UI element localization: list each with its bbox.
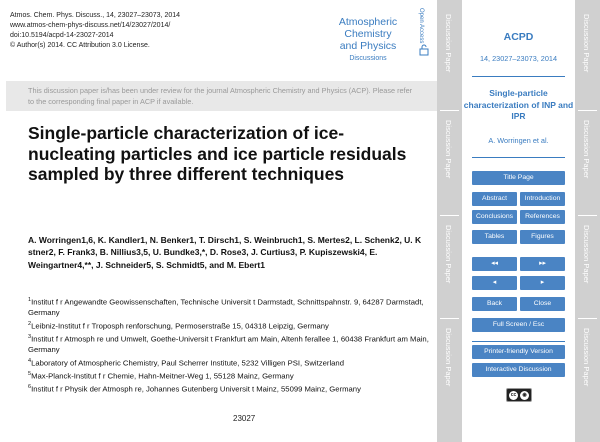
references-button[interactable]: References (520, 210, 565, 224)
full-screen-button[interactable]: Full Screen / Esc (472, 318, 565, 332)
sidebar-label: Discussion Paper (444, 120, 453, 179)
introduction-button[interactable]: Introduction (520, 192, 565, 206)
citation-doi: doi:10.5194/acpd-14-23027-2014 (10, 32, 114, 39)
prev-page-button[interactable]: ◂ (472, 276, 517, 290)
sidebar-label: Discussion Paper (444, 225, 453, 284)
citation-line: Atmos. Chem. Phys. Discuss., 14, 23027–23073, 2014 (10, 12, 181, 19)
affiliation: $^2$Leibniz-Institut f r Troposph renforschung, Permoserstraße 15, 04318 Leipzig, Germany (28, 320, 329, 331)
first-page-button[interactable]: ◂◂ (472, 257, 517, 271)
short-title: Single-particle characterization of INP and IPR (463, 88, 574, 121)
interactive-discussion-button[interactable]: Interactive Discussion (472, 363, 565, 377)
sidebar-label: Discussion Paper (444, 14, 453, 73)
tables-button[interactable]: Tables (472, 230, 517, 244)
page-number: 23027 (233, 414, 256, 423)
short-authors: A. Worringen et al. (488, 136, 549, 145)
affiliation: $^4$Laboratory of Atmospheric Chemistry, Paul Scherrer Institute, 5232 Villigen PSI, Switzerland (28, 357, 344, 368)
journal-abbrev: ACPD (503, 31, 534, 43)
printer-friendly-button[interactable]: Printer-friendly Version (472, 345, 565, 359)
navigation-panel (462, 0, 575, 442)
abstract-button[interactable]: Abstract (472, 192, 517, 206)
logo-line: Atmospheric (338, 16, 398, 28)
sidebar-label: Discussion Paper (444, 328, 453, 387)
affiliation: $^1$Institut f r Angewandte Geowissenschaften, Technische Universit t Darmstadt, Schnittspahnstr. 9, 64287 Darmstadt, Germany (28, 297, 424, 318)
divider (472, 341, 565, 342)
sidebar-label: Discussion Paper (582, 14, 591, 73)
affiliation: $^3$Institut f r Atmosph re und Umwelt, Goethe-Universit t Frankfurt am Main, Altenh ferallee 1, 60438 Frankfurt am Main, Germany (28, 333, 429, 355)
author-list: A. Worringen1,6, K. Kandler1, N. Benker1, T. Dirsch1, S. Weinbruch1, S. Mertes2, L. Schenk2, U. K stner2, F. Frank3, B. Nillius3,5, U. Bundke3,*, D. Rose3, J. Curtius3, P. Kupiszewski4, E. Weingartner4,**, J. Schneider5, S. Schmidt5, and M. Ebert1 (28, 235, 422, 270)
journal-logo (314, 6, 424, 72)
citation-url: www.atmos-chem-phys-discuss.net/14/23027/2014/ (10, 22, 171, 29)
conclusions-button[interactable]: Conclusions (472, 210, 517, 224)
affiliations (28, 295, 434, 395)
journal-ref: 14, 23027–23073, 2014 (479, 54, 558, 63)
next-page-button[interactable]: ▸ (520, 276, 565, 290)
affiliation: $^5$Max-Planck-Institut f r Chemie, Hahn-Meitner-Weg 1, 55128 Mainz, Germany (28, 370, 294, 381)
cc-by-icon[interactable]: cc ◉ (506, 388, 532, 402)
logo-line: and Physics (339, 40, 397, 52)
sidebar-label: Discussion Paper (582, 328, 591, 387)
divider (472, 76, 565, 77)
discussion-sidebar-right (575, 0, 600, 442)
logo-line: Chemistry (344, 28, 392, 40)
paper-title: Single-particle characterization of ice-nucleating particles and ice particle residuals sampled by three different techniques (28, 123, 407, 184)
open-access-label: Open Access (418, 8, 424, 44)
divider (472, 157, 565, 158)
discussion-sidebar-left (437, 0, 462, 442)
review-notice: This discussion paper is/has been under review for the journal Atmospheric Chemistry and Physics (ACP). Please refer to the corresponding final paper in ACP if available. (6, 81, 437, 111)
sidebar-label: Discussion Paper (582, 120, 591, 179)
citation-header (10, 11, 180, 51)
citation-license: © Author(s) 2014. CC Attribution 3.0 License. (10, 42, 150, 49)
open-access-icon (418, 8, 428, 58)
affiliation: $^6$Institut f r Physik der Atmosph re, Johannes Gutenberg Universit t Mainz, 55099 Mainz, Germany (28, 383, 361, 394)
close-button[interactable]: Close (520, 297, 565, 311)
logo-subtitle: Discussions (349, 55, 387, 62)
back-button[interactable]: Back (472, 297, 517, 311)
title-page-button[interactable]: Title Page (472, 171, 565, 185)
sidebar-label: Discussion Paper (582, 225, 591, 284)
last-page-button[interactable]: ▸▸ (520, 257, 565, 271)
figures-button[interactable]: Figures (520, 230, 565, 244)
